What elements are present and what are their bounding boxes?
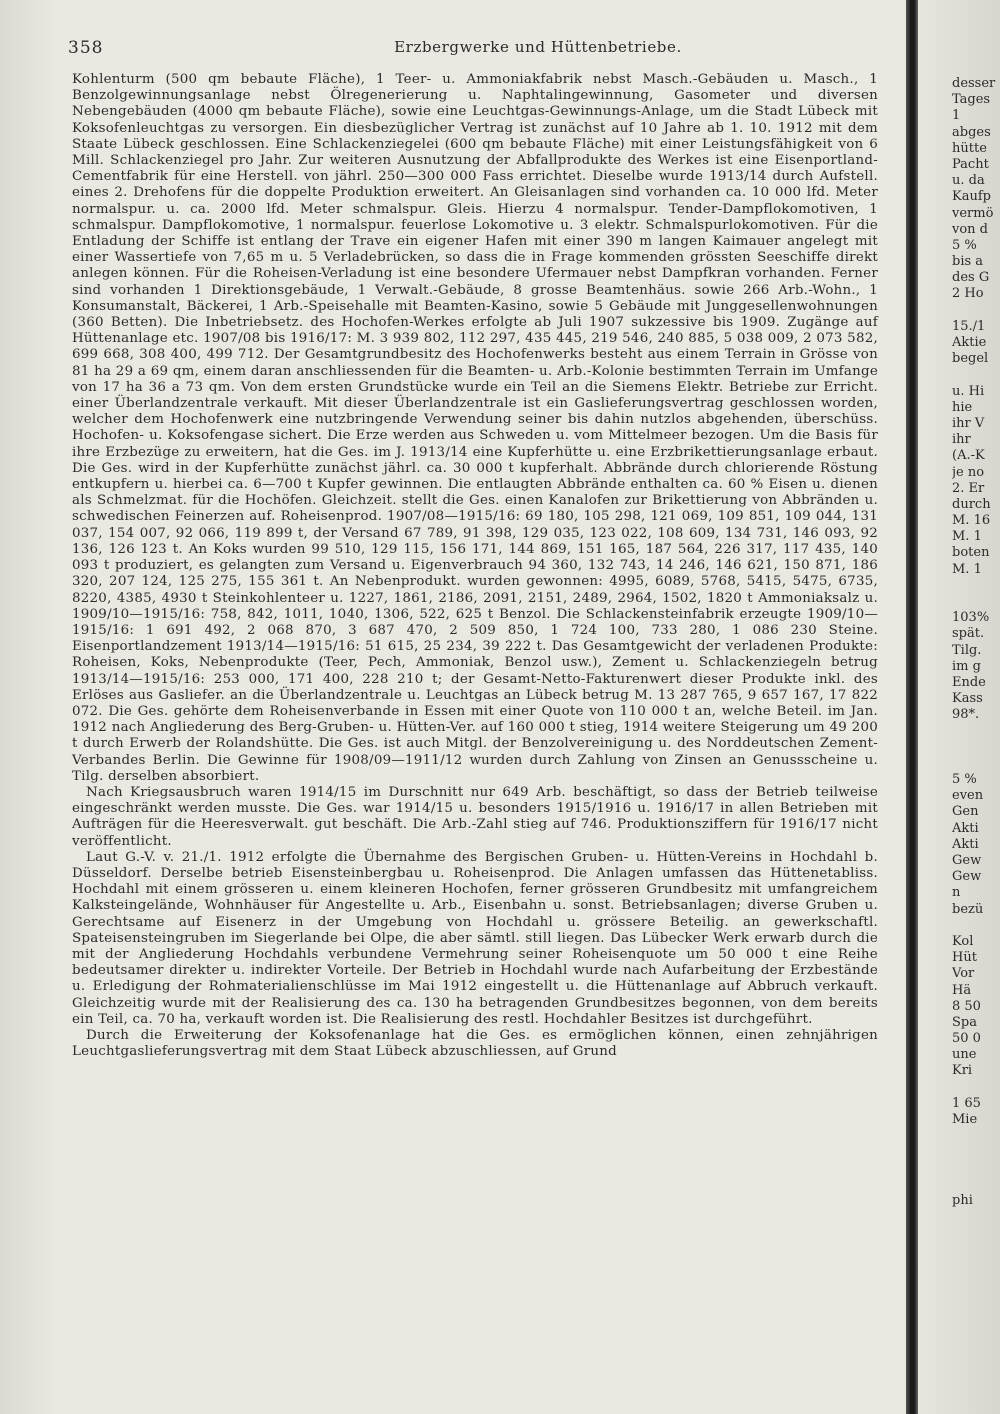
adjacent-page-fragment: 1 [952,108,961,124]
adjacent-page-fragment: 2 Ho [952,286,984,302]
adjacent-page-fragment: Hüt [952,950,977,966]
adjacent-page-fragment: une [952,1047,977,1063]
adjacent-page-fragment: 98*. [952,707,980,723]
adjacent-page-fragment: u. Hi [952,383,985,399]
running-title: Erzbergwerke und Hüttenbetriebe. [394,38,682,56]
adjacent-page-fragment: 5 % [952,237,977,253]
adjacent-page-fragment: abges [952,124,991,140]
adjacent-page-fragment: 5 % [952,772,977,788]
adjacent-page-fragment: ihr [952,432,971,448]
adjacent-page-fragment [952,740,1000,756]
paragraph: Laut G.-V. v. 21./1. 1912 erfolgte die Übernahme des Bergischen Gruben- u. Hütten-Vereins in Hochdahl b. Düsseldorf. Derselbe betrieb Eisensteinbergbau u. Roheisenprod. Die Anlagen umfassen das Hüttenetabliss. Hochdahl mit einem grösseren u. einem kleineren Hochofen, ferner grösseren Grundbesitz mit umfangreichem Kalksteingelände, Wohnhäuser für Angestellte u. Arb., Eisenbahn u. sonst. Betriebsanlagen; diverse Gruben u. Gerechtsame auf Eisenerz in der Umgebung von Hochdahl u. grössere Beteilig. an gewerkschaftl. Spateisensteingruben im Siegerlande bei Olpe, die aber sämtl. still liegen. Das Lübecker Werk erwarb durch die mit der Angliederung Hochdahls verbundene Vermehrung seiner Roheisenquote um 50 000 t eine Reihe bedeutsamer direkter u. indirekter Vorteile. Der Betrieb in Hochdahl wurde nach Aufarbeitung der Erzbestände u. Erledigung der Rohmaterialienschlüsse im Mai 1912 eingestellt u. die Hüttenanlage auf Abbruch verkauft. Gleichzeitig wurde mit der Realisierung des ca. 130 ha betragenden Grundbesitzes begonnen, von dem bereits ein Teil, ca. 70 ha, verkauft worden ist. Die Realisierung des restl. Hochdahler Besitzes ist durchgeführt. [72,849,878,1027]
main-text-column [72,72,878,1060]
adjacent-page-fragment: Akti [952,836,979,852]
adjacent-page-fragment: Gew [952,869,982,885]
adjacent-page-fragment: Kass [952,691,983,707]
adjacent-page-fragment [952,1080,1000,1096]
adjacent-page-fragment [952,724,1000,740]
adjacent-page-fragment: begel [952,351,989,367]
adjacent-page-fragment [952,1177,1000,1193]
adjacent-page-fragment: Hä [952,982,972,998]
adjacent-page-fragment: phi [952,1192,973,1208]
adjacent-page-fragment: von d [952,221,988,237]
adjacent-page-fragment [952,594,1000,610]
adjacent-page-fragment: even [952,788,984,804]
adjacent-page-fragment: des G [952,270,990,286]
adjacent-page-fragment: 50 0 [952,1031,981,1047]
adjacent-page-fragment [952,367,1000,383]
adjacent-page-fragment: Kri [952,1063,973,1079]
adjacent-page-fragment: 15./1 [952,318,986,334]
adjacent-page-fragment [952,1161,1000,1177]
adjacent-page-fragment: hütte [952,140,987,156]
adjacent-page-fragment [952,303,1000,319]
adjacent-page-fragment: hie [952,399,973,415]
adjacent-page-fragment: Akti [952,820,979,836]
adjacent-page-fragment: Vor [952,966,975,982]
adjacent-page-fragment: vermö [952,205,994,221]
adjacent-page-fragment: 2. Er [952,480,985,496]
adjacent-page-fragment: Mie [952,1112,978,1127]
adjacent-page-fragment: durch [952,496,991,512]
adjacent-page-fragment: 8 50 [952,998,981,1014]
page-number: 358 [68,38,104,58]
adjacent-page-fragment: Kaufp [952,189,991,205]
paragraph: Kohlenturm (500 qm bebaute Fläche), 1 Teer- u. Ammoniakfabrik nebst Masch.-Gebäuden u. Masch., 1 Benzolgewinnungsanlage nebst Ölregenerierung u. Naphtalingewinnung, Gasometer und diversen Nebengebäuden (4000 qm bebaute Fläche), sowie eine Leuchtgas-Gewinnungs-Anlage, um die Stadt Lübeck mit Koksofenleuchtgas zu versorgen. Ein diesbezüglicher Vertrag ist zunächst auf 10 Jahre ab 1. 10. 1912 mit dem Staate Lübeck geschlossen. Eine Schlackenziegelei (600 qm bebaute Fläche) mit einer Leistungsfähigkeit von 6 Mill. Schlackenziegel pro Jahr. Zur weiteren Ausnutzung der Abfallprodukte des Werkes ist eine Eisenportland-Cementfabrik für eine Herstell. von jährl. 250—300 000 Fass errichtet. Dieselbe wurde 1913/14 durch Aufstell. eines 2. Drehofens für die doppelte Produktion erweitert. An Gleisanlagen sind vorhanden ca. 10 000 lfd. Meter normalspur. u. ca. 2000 lfd. Meter schmalspur. Gleis. Hierzu 4 normalspur. Tender-Dampflokomotiven, 1 schmalspur. Dampflokomotive, 1 normalspur. feuerlose Lokomotive u. 3 elektr. Schmalspurlokomotiven. Für die Entladung der Schiffe ist entlang der Trave ein eigener Hafen mit einer 390 m langen Kaimauer angelegt mit einer Wassertiefe von 7,65 m u. 5 Verladebrücken, so dass die in Frage kommenden grössten Seeschiffe direkt anlegen können. Für die Roheisen-Verladung ist eine besondere Ufermauer nebst Dampfkran vorhanden. Ferner sind vorhanden 1 Direktionsgebäude, 1 Verwalt.-Gebäude, 8 grosse Beamtenhäus. sowie 266 Arb.-Wohn., 1 Konsumanstalt, Bäckerei, 1 Arb.-Speisehalle mit Beamten-Kasino, sowie 5 Gebäude mit Junggesellenwohnungen (360 Betten). Die Inbetriebsetz. des Hochofen-Werkes erfolgte ab Juli 1907 sukzessive bis 1909. Zugänge auf Hüttenanlage etc. 1907/08 bis 1916/17: M. 3 939 802, 112 297, 435 445, 219 546, 240 885, 5 038 009, 2 073 582, 699 668, 308 400, 499 712. Der Gesamtgrundbesitz des Hochofenwerks besteht aus einem Terrain in Grösse von 81 ha 29 a 69 qm, einem daran anschliessenden für die Beamten- u. Arb.-Kolonie bestimmten Terrain im Umfange von 17 ha 36 a 73 qm. Von dem ersten Grundstücke wurde ein Teil an die Siemens Elektr. Betriebe zur Erricht. einer Überlandzentrale verkauft. Mit dieser Überlandzentrale ist ein Gaslieferungsvertrag geschlossen worden, welcher dem Hochofenwerk eine nutzbringende Verwendung seiner bis dahin nutzlos abgehenden, überschüss. Hochofen- u. Koksofengase sichert. Die Erze werden aus Schweden u. vom Mittelmeer bezogen. Um die Basis für ihre Erzbezüge zu erweitern, hat die Ges. im J. 1913/14 eine Kupferhütte u. eine Erzbrikettierungsanlage erbaut. Die Ges. wird in der Kupferhütte zunächst jährl. ca. 30 000 t kupferhalt. Abbrände durch chlorierende Röstung entkupfern u. hierbei ca. 6—700 t Kupfer gewinnen. Die entlaugten Abbrände enthalten ca. 60 % Eisen u. dienen als Schmelzmat. für die Hochöfen. Gleichzeit. stellt die Ges. einen Kanalofen zur Brikettierung von Abbränden u. schwedischen Feinerzen auf. Roheisenprod. 1907/08—1915/16: 69 180, 105 298, 121 069, 109 851, 109 044, 131 037, 154 007, 92 066, 119 899 t, der Versand 67 789, 91 398, 129 035, 123 022, 108 609, 134 731, 146 093, 92 136, 126 123 t. An Koks wurden 99 510, 129 115, 156 171, 144 869, 151 165, 187 564, 226 317, 117 435, 140 093 t produziert, es gelangten zum Versand u. Eigenverbrauch 94 360, 132 743, 14 246, 146 621, 150 871, 186 320, 207 124, 125 275, 155 361 t. An Nebenprodukt. wurden gewonnen: 4995, 6089, 5768, 5415, 5475, 6735, 8220, 4385, 4930 t Steinkohlenteer u. 1227, 1861, 2186, 2091, 2151, 2489, 2964, 1502, 1820 t Ammoniaksalz u. 1909/10—1915/16: 758, 842, 1011, 1040, 1306, 522, 625 t Benzol. Die Schlackensteinfabrik erzeugte 1909/10—1915/16: 1 691 492, 2 068 870, 3 687 470, 2 509 850, 1 724 100, 733 280, 1 086 230 Steine. Eisenportlandzement 1913/14—1915/16: 51 615, 25 234, 39 222 t. Das Gesamtgewicht der verladenen Produkte: Roheisen, Koks, Nebenprodukte (Teer, Pech, Ammoniak, Benzol usw.), Zement u. Schlackenziegeln betrug 1913/14—1915/16: 253 000, 171 400, 228 210 t; der Gesamt-Netto-Fakturenwert dieser Produkte inkl. des Erlöses aus Gasliefer. an die Überlandzentrale u. Leuchtgas an Lübeck betrug M. 13 287 765, 9 657 167, 17 822 072. Die Ges. gehörte dem Roheisenverbande in Essen mit einer Quote von 110 000 t an, welche Beteil. im Jan. 1912 nach Angliederung des Berg-Gruben- u. Hütten-Ver. auf 160 000 t stieg, 1914 weitere Steigerung um 49 200 t durch Erwerb der Rolandshütte. Die Ges. ist auch Mitgl. der Benzolvereinigung u. des Norddeutschen Zement-Verbandes Berlin. Die Gewinne für 1908/09—1911/12 wurden durch Zahlung von Zinsen an Genussscheine u. Tilg. derselben absorbiert. [72,72,878,784]
paragraph: Durch die Erweiterung der Koksofenanlage hat die Ges. es ermöglichen können, einen zehnjährigen Leuchtgaslieferungsvertrag mit dem Staat Lübeck abzuschliessen, auf Grund [72,1027,878,1060]
adjacent-page-fragment: Pacht [952,156,989,172]
adjacent-page-fragment: Gew [952,853,982,868]
adjacent-page-fragment: boten [952,545,990,561]
adjacent-page-fragment: M. 1 [952,561,982,577]
adjacent-page-fragment: desser [952,76,996,91]
adjacent-page-fragment [952,1144,1000,1160]
adjacent-page-fragment: ihr V [952,415,985,431]
adjacent-page-fragment: je no [952,464,985,480]
book-gutter [906,0,918,1414]
adjacent-page-fragment: M. 1 [952,529,982,545]
adjacent-page-fragment: bis a [952,254,984,270]
adjacent-page-fragment: Tages [952,92,991,108]
adjacent-page-fragment: n [952,885,961,901]
adjacent-page-fragment: Aktie [952,335,987,350]
adjacent-page-fragment: u. da [952,173,985,189]
adjacent-page-fragment [952,756,1000,772]
adjacent-page-fragment: Spa [952,1014,977,1030]
adjacent-page-fragment: 103% [952,610,990,626]
adjacent-page-fragment: 1 65 [952,1095,981,1111]
paragraph: Nach Kriegsausbruch waren 1914/15 im Durschnitt nur 649 Arb. beschäftigt, so dass der Betrieb teilweise eingeschränkt werden musste. Die Ges. war 1914/15 u. besonders 1915/1916 u. 1916/17 in allen Betrieben mit Aufträgen für die Heeresverwalt. gut beschäft. Die Arb.-Zahl stieg auf 746. Produktionsziffern für 1916/17 nicht veröffentlicht. [72,784,878,849]
adjacent-page-fragment: Gen [952,804,979,820]
adjacent-page-fragment: spät. [952,626,985,642]
adjacent-page-fragment: Ende [952,674,986,690]
adjacent-page-fragment: Kol [952,933,974,949]
adjacent-page-fragment [952,578,1000,594]
adjacent-page-fragment [952,1128,1000,1144]
adjacent-page-fragment: bezü [952,901,984,917]
adjacent-page-fragment: (A.-K [952,448,985,464]
adjacent-page-fragment: Tilg. [952,642,982,658]
page-header [68,38,888,64]
adjacent-page-fragment: im g [952,658,981,674]
adjacent-page-fragment [952,918,1000,934]
adjacent-page-fragment: M. 16 [952,513,991,529]
adjacent-page-column [952,76,1000,1209]
